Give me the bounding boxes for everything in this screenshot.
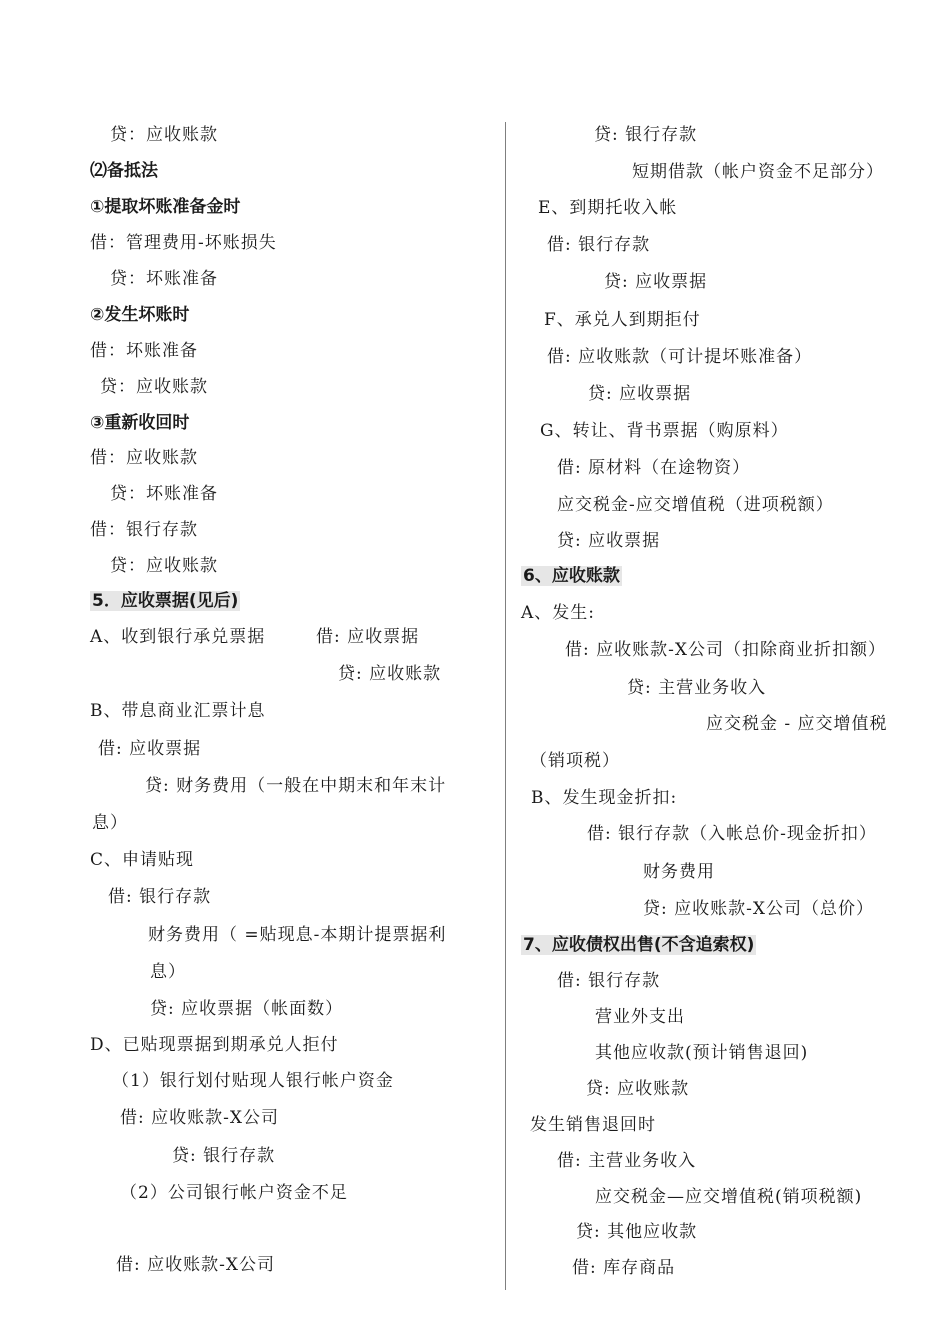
entry-line: 息）: [150, 962, 186, 982]
entry-line: 贷: 财务费用（一般在中期末和年末计: [145, 776, 447, 796]
entry-line: 借: 库存商品: [572, 1258, 676, 1278]
entry-line: 借: 原材料（在途物资）: [557, 458, 751, 478]
entry-line: 贷: 银行存款: [594, 125, 698, 145]
section-heading: [521, 934, 756, 956]
entry-line: 应交税金-应交增值税（进项税额）: [557, 495, 834, 515]
entry-line: 贷: 应收票据: [588, 384, 692, 404]
column-divider: [505, 122, 506, 1290]
entry-line: 借: 银行存款: [108, 887, 212, 907]
entry-line: 借：银行存款: [90, 520, 198, 540]
entry-line: 借：应收账款: [90, 448, 198, 468]
entry-line: 借: 应收票据: [316, 627, 420, 647]
entry-line: 财务费用: [643, 862, 715, 882]
section-heading: [521, 565, 622, 587]
entry-line: 营业外支出: [595, 1007, 685, 1027]
entry-line: 贷: 应收账款: [338, 664, 442, 684]
highlighted-heading: 6、应收账款: [523, 566, 620, 586]
entry-line: （1）银行划付贴现人银行帐户资金: [112, 1071, 394, 1091]
entry-line: （销项税）: [530, 751, 620, 771]
entry-line: 短期借款（帐户资金不足部分）: [632, 162, 884, 182]
entry-line: 借: 应收账款-X公司（扣除商业折扣额）: [565, 640, 886, 660]
entry-line: 贷：应收账款: [100, 377, 208, 397]
entry-line: 贷：坏账准备: [110, 484, 218, 504]
entry-line: A、发生:: [521, 603, 596, 623]
entry-line: 借: 银行存款（入帐总价-现金折扣）: [587, 824, 877, 844]
entry-line: E、到期托收入帐: [538, 198, 678, 218]
highlighted-heading: 7、应收债权出售(不含追索权): [523, 935, 755, 955]
entry-line: A、收到银行承兑票据: [90, 627, 266, 647]
entry-line: 借：坏账准备: [90, 341, 198, 361]
entry-line: 发生销售退回时: [530, 1115, 656, 1135]
highlighted-heading: 5．应收票据(见后): [92, 591, 239, 611]
section-heading: ③重新收回时: [90, 413, 190, 433]
entry-line: 贷: 应收账款-X公司（总价）: [643, 899, 874, 919]
entry-line: （2）公司银行帐户资金不足: [120, 1183, 348, 1203]
entry-line: 借: 应收账款-X公司: [116, 1255, 275, 1275]
entry-line: 借: 应收账款-X公司: [120, 1108, 279, 1128]
entry-line: 贷: 应收票据（帐面数）: [150, 999, 344, 1019]
entry-line: 贷: 主营业务收入: [627, 678, 767, 698]
section-heading: ⑵备抵法: [90, 161, 158, 181]
entry-line: 贷: 银行存款: [172, 1146, 276, 1166]
entry-line: 借: 银行存款: [557, 971, 661, 991]
entry-line: B、带息商业汇票计息: [90, 701, 266, 721]
entry-line: 借: 银行存款: [547, 235, 651, 255]
entry-line: 贷: 应收票据: [604, 272, 708, 292]
entry-line: 借: 应收票据: [98, 739, 202, 759]
entry-line: 息）: [92, 813, 128, 833]
entry-line: 贷：坏账准备: [110, 269, 218, 289]
section-heading: [90, 590, 240, 612]
entry-line: B、发生现金折扣:: [531, 788, 678, 808]
entry-line: D、已贴现票据到期承兑人拒付: [90, 1035, 339, 1055]
entry-line: 应交税金 - 应交增值税: [706, 714, 888, 734]
entry-line: 贷：应收账款: [110, 556, 218, 576]
entry-line: G、转让、背书票据（购原料）: [540, 421, 789, 441]
entry-line: 借: 主营业务收入: [557, 1151, 697, 1171]
section-heading: ②发生坏账时: [90, 305, 190, 325]
entry-line: 借：管理费用-坏账损失: [90, 233, 277, 253]
entry-line: F、承兑人到期拒付: [544, 310, 701, 330]
entry-line: 贷: 应收票据: [557, 531, 661, 551]
entry-line: 其他应收款(预计销售退回): [595, 1043, 809, 1063]
entry-line: 借: 应收账款（可计提坏账准备）: [547, 347, 813, 367]
entry-line: 贷: 应收账款: [586, 1079, 690, 1099]
entry-line: 贷: 其他应收款: [576, 1222, 698, 1242]
entry-line: 贷：应收账款: [110, 125, 218, 145]
entry-line: C、申请贴现: [90, 850, 195, 870]
entry-line: 财务费用（ =贴现息-本期计提票据利: [148, 925, 447, 945]
section-heading: ①提取坏账准备金时: [90, 197, 241, 217]
entry-line: 应交税金—应交增值税(销项税额): [595, 1187, 863, 1207]
